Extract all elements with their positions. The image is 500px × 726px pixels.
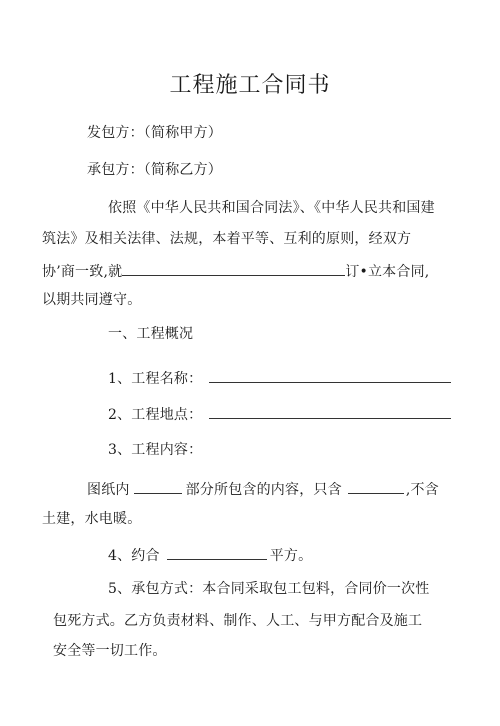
- content-text-b: 部分所包含的内容，只含: [185, 482, 342, 498]
- preamble-line-1: 依照《中华人民共和国合同法》、《中华人民共和国建: [108, 200, 435, 216]
- project-location-blank: [209, 404, 451, 419]
- party-b-line: 承包方：（简称乙方）: [87, 162, 222, 178]
- drawing-blank: [134, 479, 182, 494]
- area-unit: 平方。: [269, 548, 313, 564]
- preamble-line-3: [42, 261, 429, 281]
- area-blank: [167, 545, 267, 560]
- content-line-1: [87, 479, 439, 499]
- project-name-line: [108, 368, 451, 388]
- preamble-line-3-end: 订•立本合同,: [345, 264, 430, 280]
- preamble-line-4: 以期共同遵守。: [42, 292, 142, 308]
- area-label: 4、约合: [108, 548, 160, 564]
- section-1-heading: 一、工程概况: [108, 326, 194, 342]
- contract-method-line-1: 5、承包方式：本合同采取包工包料，合同价一次性: [108, 581, 430, 597]
- project-content-heading: 3、工程内容：: [108, 442, 203, 458]
- project-location-label: 2、工程地点：: [108, 407, 203, 423]
- content-text-c: ,不含: [405, 482, 439, 498]
- project-blank: [122, 261, 345, 276]
- preamble-line-3-start: 协’商一致,就: [42, 264, 123, 280]
- area-line: [108, 545, 312, 565]
- scope-blank: [348, 479, 404, 494]
- project-location-line: [108, 404, 451, 424]
- document-title: 工程施工合同书: [169, 73, 331, 98]
- contract-method-line-2: 包死方式。乙方负责材料、制作、人工、与甲方配合及施工: [53, 613, 423, 629]
- project-name-blank: [209, 368, 451, 383]
- project-name-label: 1、工程名称：: [108, 371, 203, 387]
- contract-method-line-3: 安全等一切工作。: [53, 643, 167, 659]
- content-line-2: 土建，水电暖。: [42, 511, 142, 527]
- party-a-line: 发包方：（简称甲方）: [87, 125, 222, 141]
- content-text-a: 图纸内: [87, 482, 130, 498]
- preamble-line-2: 筑法》及相关法律、法规，本着平等、互利的原则，经双方: [42, 231, 412, 247]
